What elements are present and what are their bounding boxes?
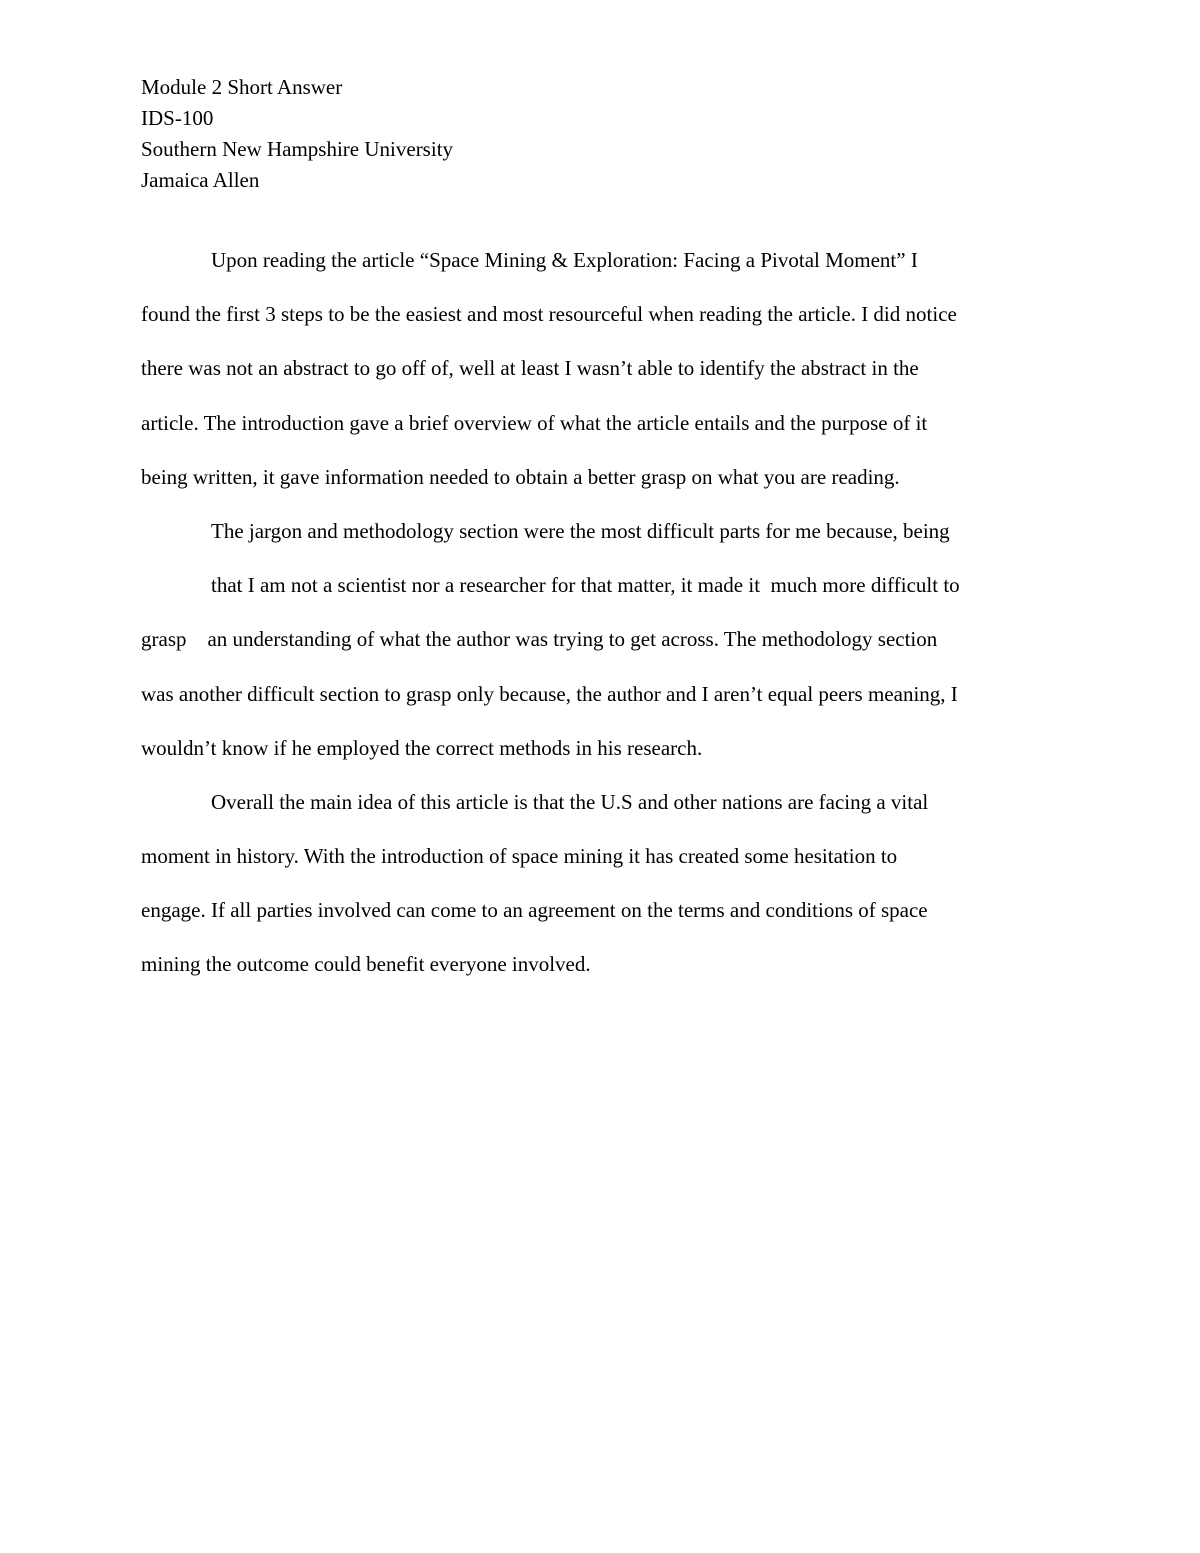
paragraph-3-line-4: mining the outcome could benefit everyone involved. bbox=[141, 952, 591, 977]
school-name: Southern New Hampshire University bbox=[141, 137, 454, 161]
paragraph-2-line-5: wouldn’t know if he employed the correct methods in his research. bbox=[141, 735, 703, 760]
paragraph-3-line-3: engage. If all parties involved can come to an agreement on the terms and conditions of space bbox=[141, 898, 928, 923]
document-title: Module 2 Short Answer bbox=[141, 75, 343, 99]
paragraph-1-line-2: found the first 3 steps to be the easiest and most resourceful when reading the article. I did notice bbox=[141, 302, 957, 327]
document-header bbox=[141, 72, 453, 196]
paragraph-1-line-1: Upon reading the article “Space Mining & Exploration: Facing a Pivotal Moment” I bbox=[211, 248, 918, 272]
paragraph-2-line-4: was another difficult section to grasp only because, the author and I aren’t equal peers meaning, I bbox=[141, 681, 958, 706]
author-name: Jamaica Allen bbox=[141, 168, 260, 192]
paragraph-2-line-1: The jargon and methodology section were the most difficult parts for me because, being bbox=[211, 518, 950, 543]
paragraph-1-line-4: article. The introduction gave a brief overview of what the article entails and the purpose of it bbox=[141, 410, 928, 435]
paragraph-2-line-3: grasp an understanding of what the author was trying to get across. The methodology section bbox=[141, 627, 938, 652]
paragraph-1-line-5: being written, it gave information needed to obtain a better grasp on what you are reading. bbox=[141, 464, 900, 489]
paragraph-2-line-2: that I am not a scientist nor a researcher for that matter, it made it much more difficult to bbox=[211, 573, 960, 598]
course-code: IDS-100 bbox=[141, 106, 214, 130]
paragraph-1-line-3: there was not an abstract to go off of, well at least I wasn’t able to identify the abstract in the bbox=[141, 356, 919, 381]
paragraph-3-line-1: Overall the main idea of this article is that the U.S and other nations are facing a vital bbox=[211, 789, 929, 814]
paragraph-3-line-2: moment in history. With the introduction of space mining it has created some hesitation to bbox=[141, 844, 898, 869]
document-body bbox=[141, 245, 1071, 1004]
